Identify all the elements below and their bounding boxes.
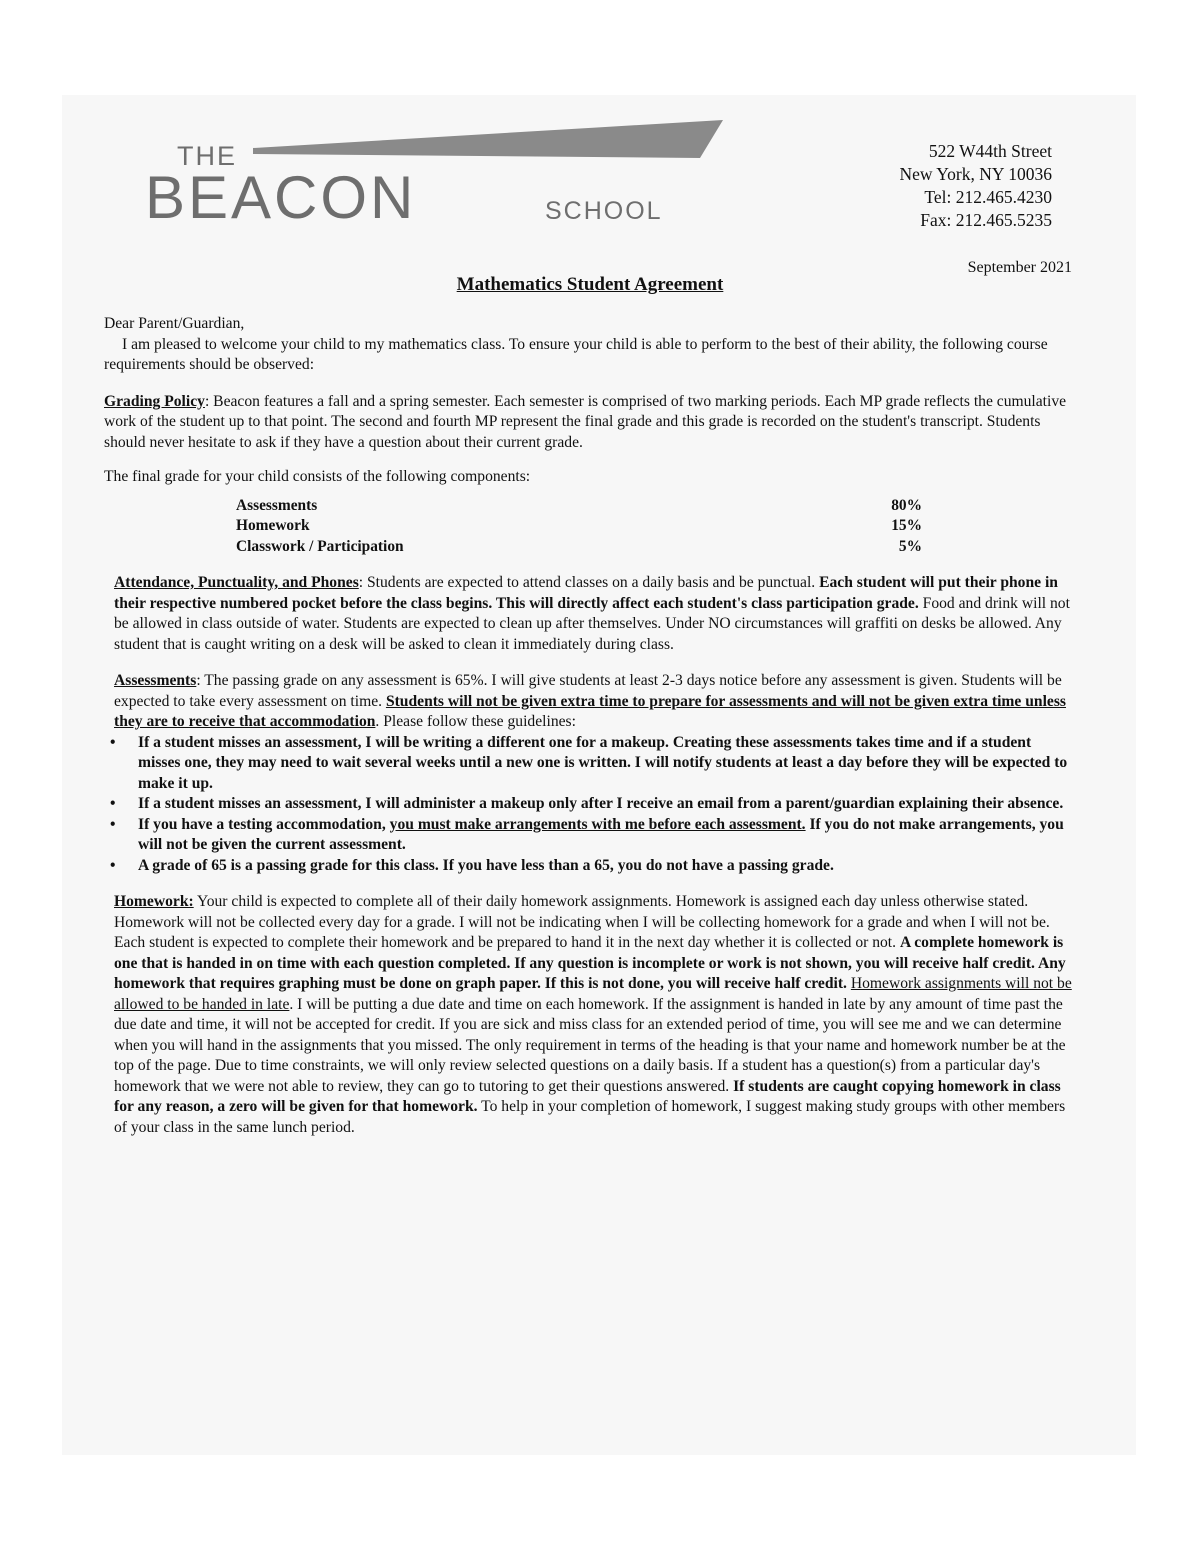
address-fax: Fax: 212.465.5235	[920, 210, 1052, 230]
homework-text-3: . I will be putting a due date and time on each homework. If the assignment is handed in late by any amount of time past the due date and time, it will not be accepted for credit. If you are sick and miss class for an extended period of time, you will see me and we can determine when you will hand in the assignments that you missed. The only requirement in terms of the heading is that your name and homework number be at the top of the page. Due to time constraints, we will only review selected questions on a daily basis. If a student has a question(s) from a particular day's homework that we were not able to review, they can go to tutoring to get their questions answered.	[114, 995, 1066, 1095]
assessments-text-2: . Please follow these guidelines:	[375, 713, 576, 730]
attendance-paragraph	[104, 573, 1074, 655]
guideline-text: If a student misses an assessment, I will be writing a different one for a makeup. Creating these assessments takes time and if a student misses one, they may need to wait several weeks until a new one is written. I will notify students at least a day before they will be expected to make it up.	[138, 733, 1068, 792]
guideline-text: If you have a testing accommodation,	[138, 815, 390, 833]
grading-policy-heading: Grading Policy	[104, 392, 205, 410]
assessments-paragraph	[104, 671, 1074, 733]
grading-policy-text: : Beacon features a fall and a spring semester. Each semester is comprised of two marking periods. Each MP grade reflects the cumulative work of the student up to that point. The second and fourth MP represent the final grade and this grade is recorded on the student's transcript. Students should never hesitate to ask if they have a question about their current grade.	[104, 392, 1067, 451]
component-row	[236, 496, 922, 517]
homework-bold-text-2: If students are caught copying homework in class for any reason, a zero will be given for that homework.	[114, 1077, 1061, 1115]
assessment-guidelines-list	[104, 733, 1074, 877]
bullet-icon: •	[110, 856, 116, 874]
logo-the: THE	[177, 141, 237, 171]
logo-beacon: BEACON	[145, 164, 417, 231]
address-city: New York, NY 10036	[899, 164, 1052, 184]
list-item	[104, 815, 1074, 856]
component-name: Classwork / Participation	[236, 537, 404, 555]
guideline-text: If a student misses an assessment, I will administer a makeup only after I receive an email from a parent/guardian explaining their absence.	[138, 795, 1064, 812]
homework-bold-text-1: A complete homework is one that is handed in on time with each question completed. If any question is incomplete or work is not shown, you will receive half credit. Any homework that requires graphing must be done on graph paper. If this is not done, you will receive half credit.	[114, 934, 1066, 992]
bullet-icon: •	[110, 733, 116, 751]
beacon-school-logo	[145, 118, 735, 233]
guideline-text: A grade of 65 is a passing grade for this class. If you have less than a 65, you do not have a passing grade.	[138, 856, 834, 874]
component-row	[236, 537, 922, 558]
components-intro: The final grade for your child consists of the following components:	[104, 468, 531, 485]
address-tel: Tel: 212.465.4230	[924, 187, 1052, 207]
homework-late-policy: Homework assignments will not be allowed to be handed in late	[114, 975, 1072, 1013]
letter-date: September 2021	[967, 259, 1072, 276]
guideline-underlined-text: you must make arrangements with me before each assessment.	[389, 815, 806, 833]
component-row	[236, 516, 922, 537]
component-name: Assessments	[236, 496, 318, 514]
grading-policy-paragraph	[104, 392, 1074, 454]
attendance-heading: Attendance, Punctuality, and Phones	[114, 574, 359, 591]
component-percent: 5%	[898, 537, 922, 555]
list-item	[104, 733, 1074, 795]
bullet-icon: •	[110, 795, 116, 812]
guideline-text: If you do not make arrangements, you will not be given the current assessment.	[138, 815, 1064, 853]
document-title: Mathematics Student Agreement	[456, 274, 724, 295]
homework-text-1: Your child is expected to complete all of their daily homework assignments. Homework is assigned each day unless otherwise stated. Homework will not be collected every day for a grade. I will not be indicating when I will be collecting homework for a grade and when I will not be. Each student is expected to complete their homework and be prepared to hand it in the next day whether it is collected or not.	[114, 893, 1050, 951]
component-percent: 80%	[891, 496, 922, 514]
homework-heading: Homework:	[114, 893, 194, 910]
list-item	[104, 856, 1074, 877]
component-percent: 15%	[891, 517, 922, 534]
attendance-text-2: Food and drink will not be allowed in class outside of water. Students are expected to clean up after themselves. Under NO circumstances will graffiti on desks be allowed. Any student that is caught writing on a desk will be asked to clean it immediately during class.	[114, 594, 1070, 653]
homework-text-4: To help in your completion of homework, I suggest making study groups with other members of your class in the same lunch period.	[114, 1098, 1066, 1136]
attendance-text-1: : Students are expected to attend classes on a daily basis and be punctual.	[358, 574, 820, 591]
logo-school: SCHOOL	[545, 197, 663, 225]
address-street: 522 W44th Street	[928, 141, 1052, 161]
homework-paragraph	[104, 892, 1074, 1138]
grade-components-table	[236, 496, 922, 558]
assessments-heading: Assessments	[114, 672, 197, 689]
salutation: Dear Parent/Guardian,	[104, 315, 245, 332]
letter-body	[104, 314, 1074, 1138]
component-name: Homework	[236, 517, 310, 534]
assessments-extra-time-note: Students will not be given extra time to prepare for assessments and will not be given extra time unless they are to receive that accommodation	[114, 692, 1066, 730]
bullet-icon: •	[110, 815, 116, 833]
assessments-text-1: : The passing grade on any assessment is 65%. I will give students at least 2-3 days notice before any assessment is given. Students will be expected to take every assessment on time.	[114, 672, 1062, 710]
attendance-bold-text: Each student will put their phone in their respective numbered pocket before the class begins. This will directly affect each student's class participation grade.	[114, 574, 1058, 612]
intro-paragraph: I am pleased to welcome your child to my mathematics class. To ensure your child is able to perform to the best of their ability, the following course requirements should be observed:	[104, 335, 1048, 373]
list-item	[104, 794, 1074, 815]
school-address	[900, 140, 1052, 232]
